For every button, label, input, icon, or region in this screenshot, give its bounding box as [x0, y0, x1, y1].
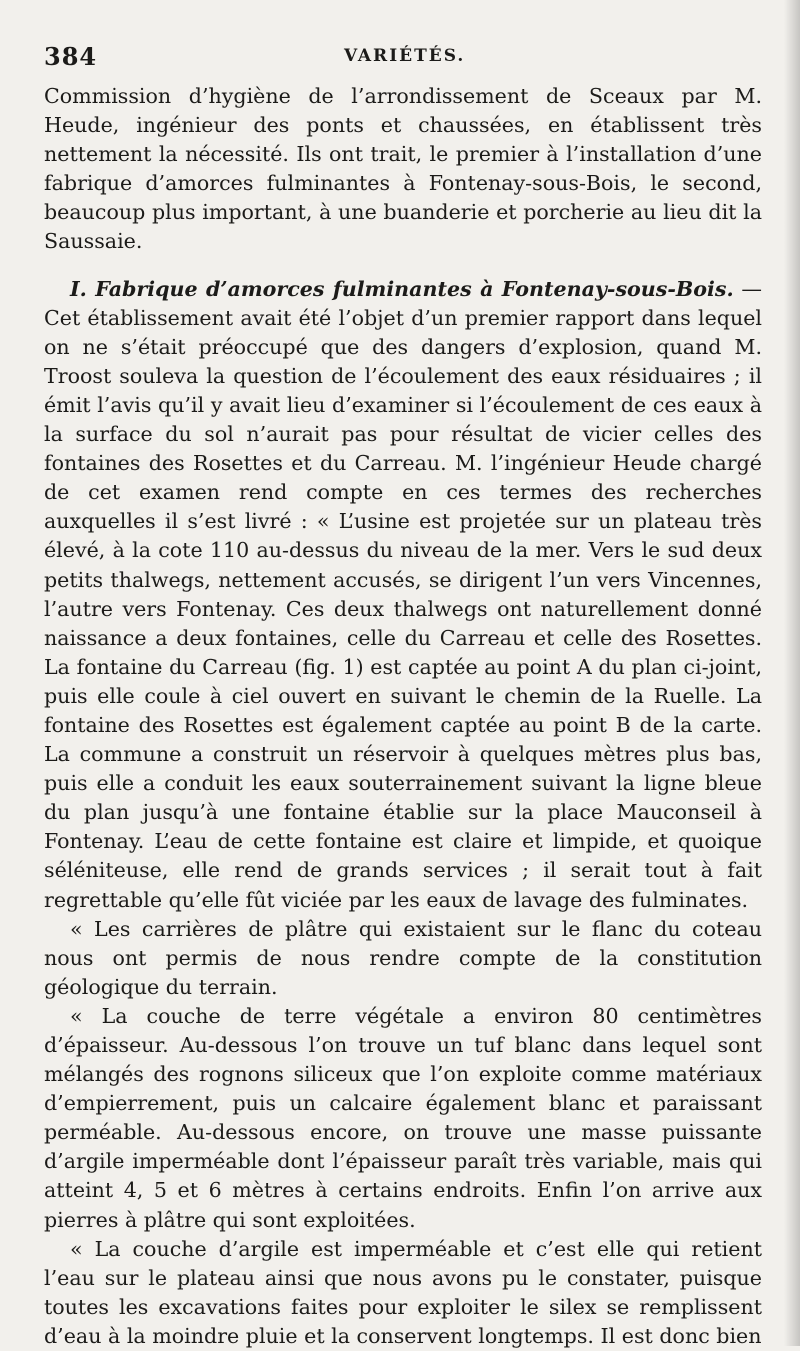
body-text [44, 82, 762, 1351]
page-number: 384 [44, 42, 98, 71]
paragraph-carrieres: « Les carrières de plâtre qui existaient sur le flanc du coteau nous ont permis de nous rendre compte de la constitution géologique du terrain. [44, 916, 762, 999]
paragraph-couche-terre: « La couche de terre végétale a environ 80 centimètres d’épaisseur. Au-dessous l’on trouve un tuf blanc dans lequel sont mélangés des rognons siliceux que l’on exploite comme matériaux d’empierrement, puis un calcaire également blanc et paraissant perméable. Au-dessous encore, on trouve une masse puissante d’argile imperméable dont l’épaisseur paraît très variable, mais qui atteint 4, 5 et 6 mètres à certains endroits. Enfin l’on arrive aux pierres à plâtre qui sont exploitées. [44, 1003, 762, 1232]
section-one-text: — Cet établissement avait été l’objet d’un premier rapport dans lequel on ne s’était préoccupé que des dangers d’explosion, quand M. Troost souleva la question de l’écoulement des eaux résiduaires ; il émit l’avis qu’il y avait lieu d’examiner si l’écoulement de ces eaux à la surface du sol n’aurait pas pour résultat de vicier celles des fontaines des Rosettes et du Carreau. M. l’ingénieur Heude chargé de cet examen rend compte en ces termes des recherches auxquelles il s’est livré : « L’usine est projetée sur un plateau très élevé, à la cote 110 au-dessus du niveau de la mer. Vers le sud deux petits thalwegs, nettement accusés, se dirigent l’un vers Vincennes, l’autre vers Fontenay. Ces deux thalwegs ont naturellement donné naissance a deux fontaines, celle du Carreau et celle des Rosettes. La fontaine du Carreau (fig. 1) est captée au point A du plan ci-joint, puis elle coule à ciel ouvert en suivant le chemin de la Ruelle. La fontaine des Rosettes est également captée au point B de la carte. La commune a construit un réservoir à quelques mètres plus bas, puis elle a conduit les eaux souterrainement suivant la ligne bleue du plan jusqu’à une fontaine établie sur la place Mauconseil à Fontenay. L’eau de cette fontaine est claire et limpide, et quoique séléniteuse, elle rend de grands services ; il serait tout à fait regrettable qu’elle fût viciée par les eaux de lavage des fulminates. [44, 276, 762, 912]
paragraph-section-one [44, 275, 762, 915]
running-head: VARIÉTÉS. [344, 46, 466, 66]
paragraph-intro: Commission d’hygiène de l’arrondissement de Sceaux par M. Heude, ingénieur des ponts et chaussées, en établissent très nettement la nécessité. Ils ont trait, le premier à l’installation d’une fabrique d’amorces fulminantes à Fontenay-sous-Bois, le second, beaucoup plus important, à une buanderie et porcherie au lieu dit la Saussaie. [44, 84, 762, 254]
page-header [44, 40, 762, 78]
paragraph-couche-argile: « La couche d’argile est imperméable et c’est elle qui retient l’eau sur le plateau ainsi que nous avons pu le constater, puisque toutes les excavations faites pour exploiter le silex se remplissent d’eau à la moindre pluie et la conservent longtemps. Il est donc bien [44, 1236, 762, 1348]
section-title: I. Fabrique d’amorces fulminantes à Fontenay-sous-Bois. [70, 276, 734, 301]
page-edge-shadow [784, 0, 800, 1346]
